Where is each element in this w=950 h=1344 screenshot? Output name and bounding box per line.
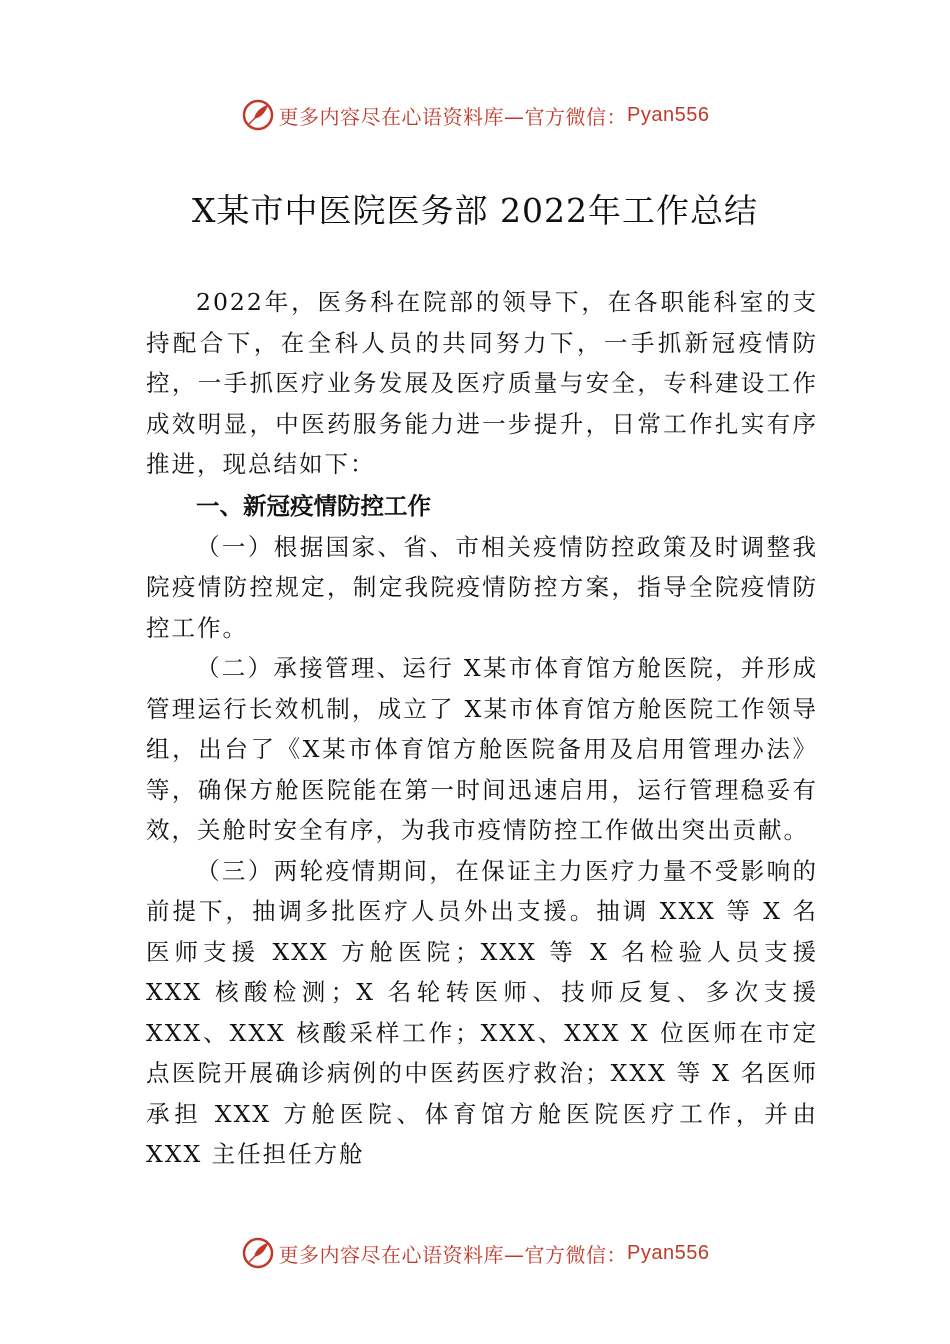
watermark-text: 更多内容尽在心语资料库—官方微信：: [278, 1242, 628, 1267]
watermark-footer: [0, 1233, 950, 1273]
document-body: [146, 282, 818, 1175]
section-heading-1: 一、新冠疫情防控工作: [196, 491, 431, 520]
section1-item-2: （二）承接管理、运行 X某市体育馆方舱医院，并形成管理运行长效机制，成立了 X某市体育馆方舱医院工作领导组，出台了《X某市体育馆方舱医院备用及启用管理办法》等，确保方舱医院能在第一时间迅速启用，运行管理稳妥有效，关舱时安全有序，为我市疫情防控工作做出突出贡献。: [146, 654, 818, 844]
section1-item-1: （一）根据国家、省、市相关疫情防控政策及时调整我院疫情防控规定，制定我院疫情防控方案，指导全院疫情防控工作。: [146, 532, 818, 642]
watermark-text: 更多内容尽在心语资料库—官方微信：: [278, 104, 628, 129]
quill-logo-icon: [241, 1236, 275, 1270]
intro-paragraph: 2022年，医务科在院部的领导下，在各职能科室的支持配合下，在全科人员的共同努力下，一手抓新冠疫情防控，一手抓医疗业务发展及医疗质量与安全，专科建设工作成效明显，中医药服务能力进一步提升，日常工作扎实有序推进，现总结如下：: [146, 288, 818, 478]
quill-logo-icon: [241, 98, 275, 132]
watermark-header: [0, 95, 950, 135]
section1-item-3: （三）两轮疫情期间，在保证主力医疗力量不受影响的前提下，抽调多批医疗人员外出支援。抽调 XXX 等 X 名医师支援 XXX 方舱医院；XXX 等 X 名检验人员支援 XXX 核酸检测；X 名轮转医师、技师反复、多次支援 XXX、XXX 核酸采样工作；XXX、XXX X 位医师在市定点医院开展确诊病例的中医药医疗救治；XXX 等 X 名医师承担 XXX 方舱医院、体育馆方舱医院医疗工作，并由 XXX 主任担任方舱: [146, 856, 818, 1168]
document-title: X某市中医院医务部 2022年工作总结: [192, 191, 758, 230]
watermark-wechat-id: Pyan556: [627, 1241, 710, 1264]
watermark-wechat-id: Pyan556: [627, 103, 710, 126]
